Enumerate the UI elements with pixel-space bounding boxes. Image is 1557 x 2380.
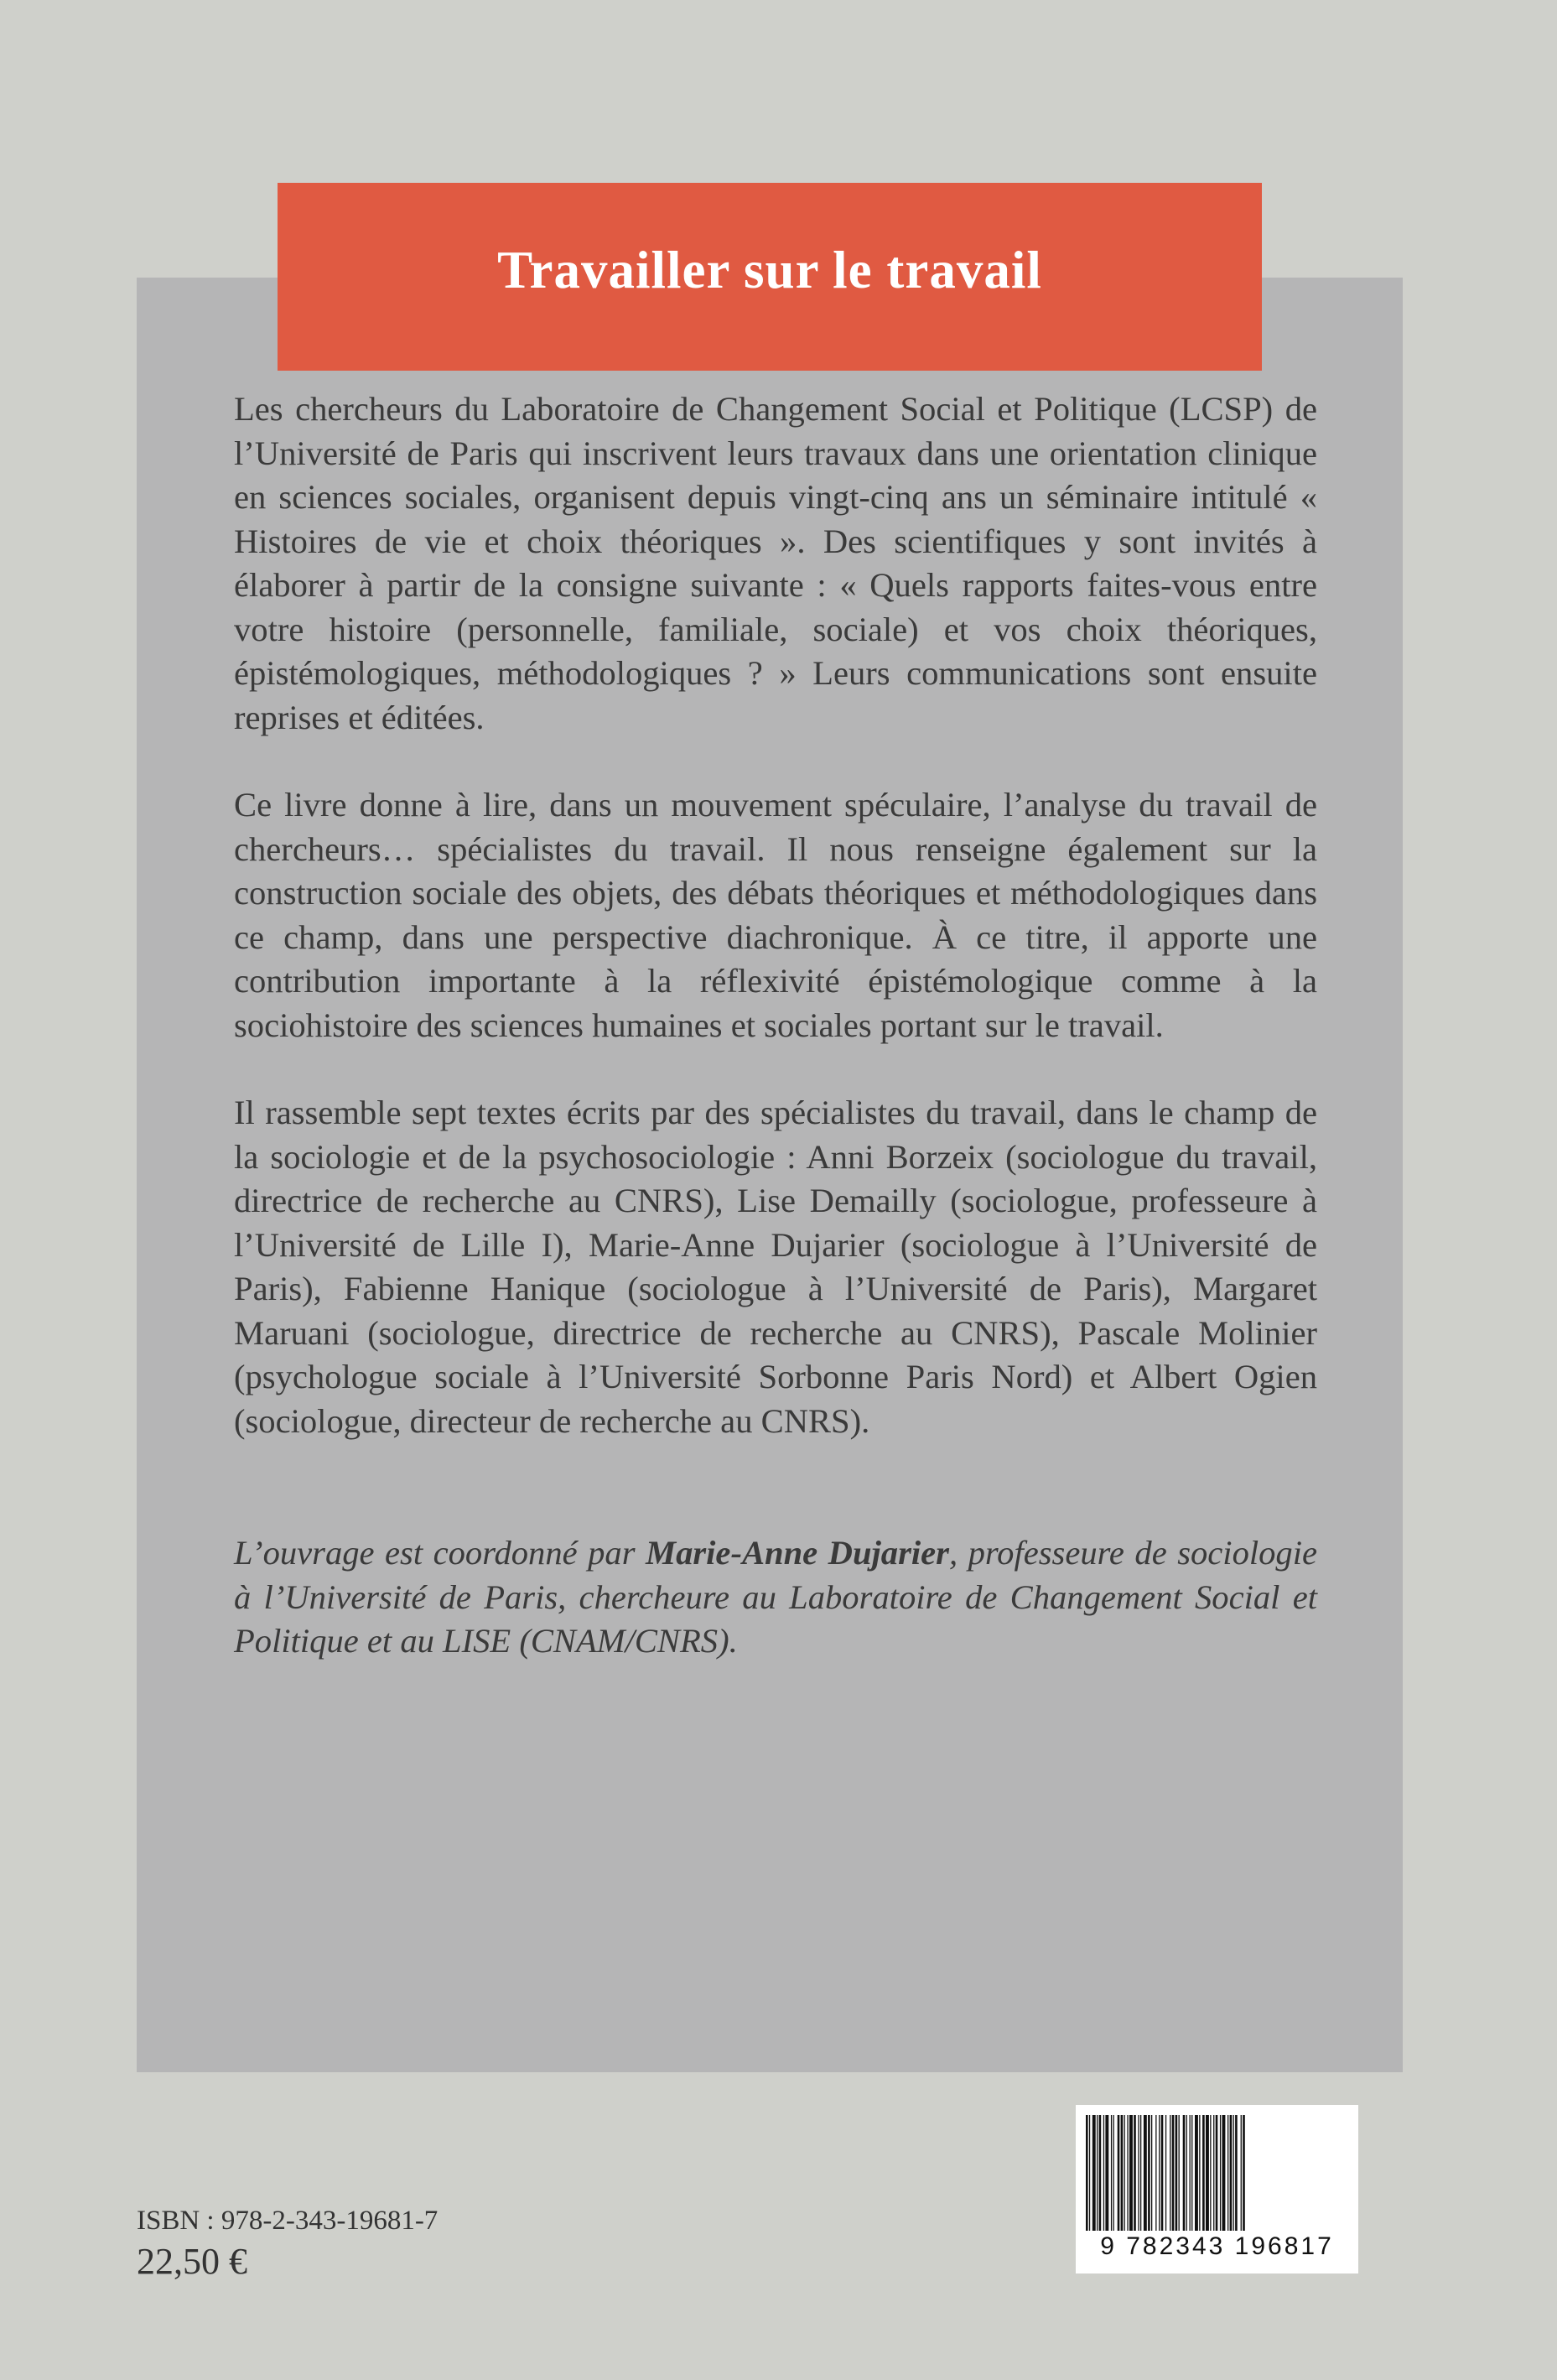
barcode-bar (1179, 2115, 1180, 2231)
barcode-bar (1206, 2115, 1209, 2231)
price: 22,50 € (137, 2241, 247, 2282)
barcode-bar (1183, 2115, 1186, 2231)
barcode-bar (1213, 2115, 1214, 2231)
barcode-bar (1124, 2115, 1125, 2231)
paragraph-seminar: Les chercheurs du Laboratoire de Changement Social et Politique (LCSP) de l’Université de Paris qui inscrivent leurs travaux dans une orientation clinique en sciences sociales, organisent depuis vingt-cinq ans un séminaire intitulé « Histoires de vie et choix théoriques ». Des scientifiques y sont invités à élaborer à partir de la consigne suivante : « Quels rapports faites-vous entre votre histoire (personnelle, familiale, sociale) et vos choix théoriques, épistémologiques, méthodologiques ? » Leurs communications sont ensuite reprises et éditées. (234, 390, 1317, 736)
paragraph-contributors: Il rassemble sept textes écrits par des spécialistes du travail, dans le champ de la sociologie et de la psychosociologie : Anni Borzeix (sociologue du travail, directrice de recherche au CNRS), Lise Demailly (sociologue, professeure à l’Université de Lille I), Marie-Anne Dujarier (sociologue à l’Université de Paris), Fabienne Hanique (sociologue à l’Université de Paris), Margaret Maruani (sociologue, directrice de recherche au CNRS), Pascale Molinier (psychologue sociale à l’Université Sorbonne Paris Nord) et Albert Ogien (sociologue, directeur de recherche au CNRS). (234, 1094, 1317, 1440)
coordinator-name: Marie-Anne Dujarier (646, 1534, 949, 1572)
barcode-bar (1127, 2115, 1128, 2231)
isbn: ISBN : 978-2-343-19681-7 (137, 2206, 439, 2236)
barcode-bar (1241, 2115, 1242, 2231)
barcode-bar (1227, 2115, 1228, 2231)
barcode-bar (1220, 2115, 1221, 2231)
barcode-bar (1155, 2115, 1156, 2231)
barcode-bar (1222, 2115, 1226, 2231)
barcode-bar (1216, 2115, 1218, 2231)
barcode-bar (1129, 2115, 1133, 2231)
barcode-bar (1140, 2115, 1141, 2231)
barcode-bar (1086, 2115, 1088, 2231)
barcode-bar (1148, 2115, 1150, 2231)
back-cover-text (234, 387, 1317, 1707)
barcode-bar (1161, 2115, 1164, 2231)
barcode-bar (1243, 2115, 1245, 2231)
barcode-bar (1190, 2115, 1191, 2231)
paragraph-book-summary: Ce livre donne à lire, dans un mouvement spéculaire, l’analyse du travail de chercheurs… spécialistes du travail. Il nous renseigne également sur la construction sociale des objets, des débats théoriques et méthodologiques dans ce champ, dans une perspective diachronique. À ce titre, il apporte une contribution importante à la réflexivité épistémologique comme à la sociohistoire des sciences humaines et sociales portant sur le travail. (234, 786, 1317, 1044)
barcode-bar (1235, 2115, 1238, 2231)
barcode-bar (1233, 2115, 1234, 2231)
barcode-bar (1186, 2115, 1187, 2231)
barcode-bar (1097, 2115, 1098, 2231)
barcode-bar (1176, 2115, 1178, 2231)
coordinator-prefix: L’ouvrage est coordonné par (234, 1534, 646, 1572)
barcode-bar (1165, 2115, 1166, 2231)
book-title: Travailler sur le travail (497, 240, 1042, 299)
barcode-bar (1172, 2115, 1175, 2231)
barcode-bar (1191, 2115, 1192, 2231)
barcode-bar (1138, 2115, 1139, 2231)
barcode-bar (1089, 2115, 1090, 2231)
barcode (1076, 2105, 1358, 2273)
barcode-bar (1199, 2115, 1200, 2231)
barcode-bar (1210, 2115, 1211, 2231)
barcode-bar (1113, 2115, 1114, 2231)
barcode-bar (1105, 2115, 1108, 2231)
barcode-bar (1151, 2115, 1152, 2231)
barcode-bar (1195, 2115, 1198, 2231)
barcode-bar (1118, 2115, 1120, 2231)
barcode-bar (1230, 2115, 1233, 2231)
barcode-bar (1111, 2115, 1112, 2231)
barcode-bar (1134, 2115, 1136, 2231)
coordinator-note (234, 1531, 1317, 1664)
barcode-bar (1103, 2115, 1104, 2231)
barcode-bar (1159, 2115, 1160, 2231)
barcode-bar (1092, 2115, 1096, 2231)
barcode-bars (1086, 2115, 1348, 2231)
title-banner (278, 183, 1262, 371)
coordinator-suffix: , professeure de sociologie à l’Université de Paris, chercheure au Laboratoire de Changement Social et Politique et au LISE (CNAM/CNRS). (234, 1534, 1317, 1660)
barcode-bar (1144, 2115, 1147, 2231)
barcode-digits: 9 782343 196817 (1100, 2232, 1334, 2260)
barcode-bar (1121, 2115, 1124, 2231)
barcode-bar (1099, 2115, 1102, 2231)
barcode-bar (1202, 2115, 1205, 2231)
